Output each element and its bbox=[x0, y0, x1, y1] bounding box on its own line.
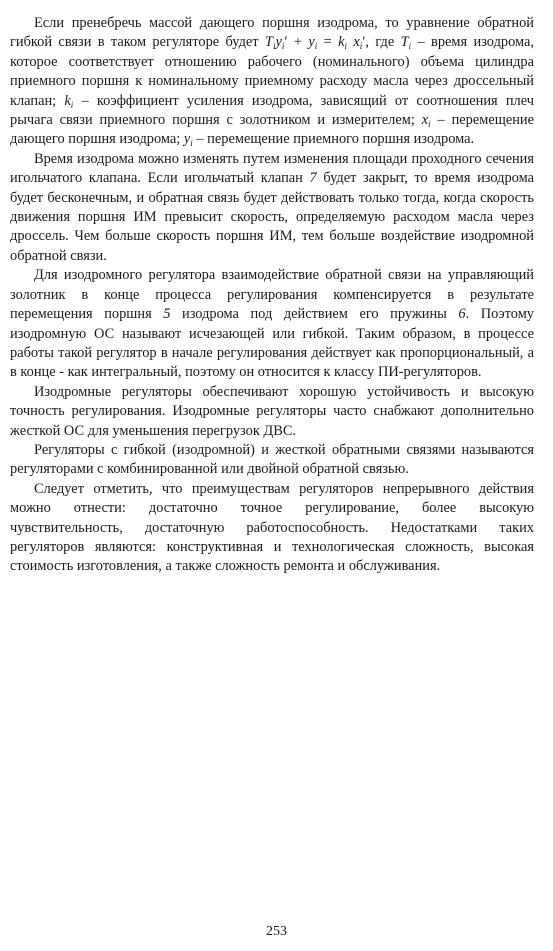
formula-subscript: i bbox=[359, 41, 363, 52]
italic-symbol: x bbox=[353, 34, 360, 51]
text-run: . Поэтому изодромную ОС называют исчезающей или гибкой. Таким образом, в процессе работы такой регулятор в начале регулирования действует как пропорциональный, а в конце - как интегральный, поэтому он относится к классу ПИ-регуляторов. bbox=[10, 306, 535, 381]
italic-symbol: 5 bbox=[163, 306, 171, 323]
formula-subscript: i bbox=[408, 41, 412, 52]
formula-subscript: i bbox=[428, 119, 431, 130]
text-run: = bbox=[317, 34, 339, 51]
text-run: – время изодрома, которое соответствует отношению рабочего (номинального) объема цилиндра приемного поршня к номинальному приемному расходу масла через дроссельный клапан; bbox=[10, 34, 535, 109]
text-run: – перемещение дающего поршня изодрома; bbox=[10, 112, 534, 148]
page-number: 253 bbox=[266, 924, 287, 939]
text-run: Для изодромного регулятора взаимодействие обратной связи на управляющий золотник в конце процесса регулирования компенсируется в результате перемещения поршня bbox=[10, 267, 534, 323]
paragraph bbox=[10, 14, 534, 150]
formula-subscript: i bbox=[70, 99, 74, 110]
text-run: Если пренебречь массой дающего поршня изодрома, то уравнение обратной гибкой связи в таком регуляторе будет bbox=[10, 15, 534, 51]
text-run: будет закрыт, то время изодрома будет бесконечным, и обратная связь будет действовать только тогда, когда скорость движения поршня ИМ превысит скорость, определяемую расходом масла через дроссель. Чем больше скорость поршня ИМ, тем больше воздействие изодромной обратной связи. bbox=[10, 170, 534, 264]
page-body-text bbox=[10, 14, 534, 577]
italic-symbol: k bbox=[64, 92, 71, 109]
paragraph bbox=[10, 383, 534, 441]
italic-symbol: y bbox=[275, 34, 282, 51]
text-run: – коэффициент усиления изодрома, зависящий от соотношения плеч рычага связи приемного поршня с золотником и измерителем; bbox=[10, 92, 534, 129]
paragraph bbox=[10, 480, 534, 577]
text-run: ′ + bbox=[284, 34, 309, 51]
formula-subscript: i bbox=[281, 41, 285, 52]
italic-symbol: y bbox=[183, 131, 191, 148]
italic-symbol: T bbox=[264, 34, 273, 51]
text-run: Изодромные регуляторы обеспечивают хорошую устойчивость и высокую точность регулирования. Изодромные регуляторы часто снабжают дополнительно жесткой ОС для уменьшения перегрузок ДВС. bbox=[10, 383, 534, 439]
text-run: Следует отметить, что преимуществам регуляторов непрерывного действия можно отнести: достаточно точное регулирование, более высокую чувствительность, достаточную работоспособность. Недостатками таких регуляторов являются: конструктивная и технологическая сложность, высокая стоимость изготовления, а также сложность ремонта и обслуживания. bbox=[10, 480, 534, 575]
formula-subscript: i bbox=[190, 138, 193, 149]
italic-symbol: k bbox=[338, 34, 345, 51]
text-run: изодрома под действием его пружины bbox=[170, 306, 459, 323]
italic-symbol: T bbox=[400, 34, 409, 51]
paragraph bbox=[10, 441, 534, 480]
formula-subscript: i bbox=[272, 41, 276, 52]
italic-symbol: y bbox=[308, 34, 315, 51]
paragraph bbox=[10, 150, 534, 266]
italic-symbol: x bbox=[421, 112, 429, 129]
italic-symbol: 7 bbox=[309, 170, 317, 187]
italic-symbol: 6 bbox=[458, 306, 466, 323]
text-run: ′, где bbox=[362, 34, 401, 51]
text-run: – перемещение приемного поршня изодрома. bbox=[192, 131, 475, 148]
text-run: Регуляторы с гибкой (изодромной) и жесткой обратными связями называются регуляторами с комбинированной или двойной обратной связью. bbox=[10, 441, 534, 478]
text-run: Время изодрома можно изменять путем изменения площади проходного сечения игольчатого клапана. Если игольчатый клапан bbox=[10, 150, 534, 187]
formula-subscript: i bbox=[344, 41, 347, 52]
paragraph bbox=[10, 266, 534, 382]
formula-subscript: i bbox=[314, 41, 318, 52]
